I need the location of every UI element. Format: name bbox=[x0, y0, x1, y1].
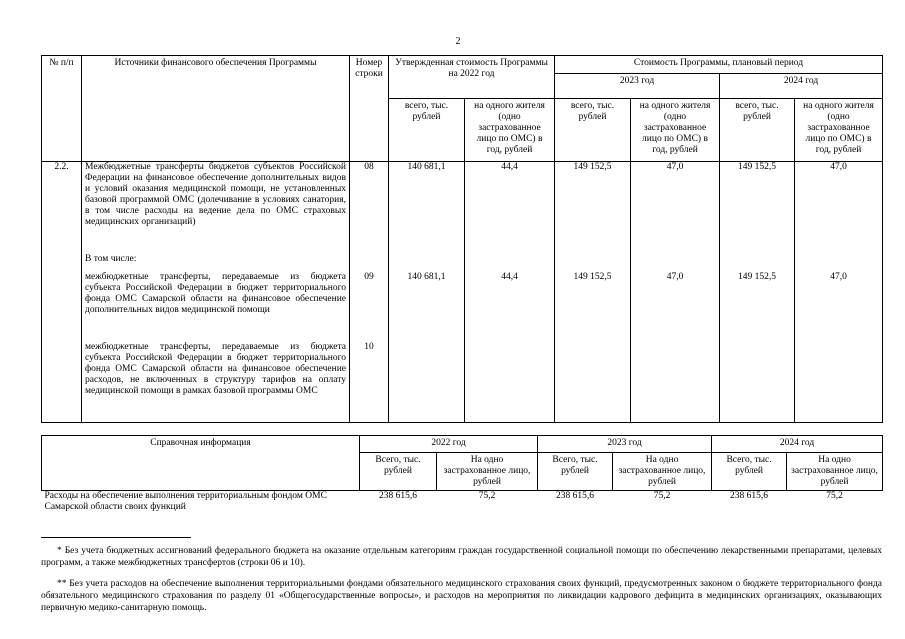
page-number: 2 bbox=[455, 36, 461, 47]
table-row bbox=[42, 162, 883, 254]
row-text: межбюджетные трансферты, передаваемые из бюджета субъекта Российской Федерации в бюджет территориального фонда ОМС Самарской области на финансовое обеспечение расходов, не включенных в структуру тарифов на оплату медицинской помощи в рамках базовой программы ОМС bbox=[82, 342, 350, 423]
value-2024-total: 149 152,5 bbox=[720, 162, 795, 254]
value-2023-total: 149 152,5 bbox=[555, 272, 631, 342]
value-2022-total: 140 681,1 bbox=[389, 162, 465, 254]
reference-info-table bbox=[41, 435, 883, 517]
header-per-resident-2023: на одного жителя (одно застрахованное лицо по ОМС) в год, рублей bbox=[631, 99, 720, 162]
funding-sources-table bbox=[41, 55, 883, 423]
row-text: Расходы на обеспечение выполнения территориальным фондом ОМС Самарской области своих функций bbox=[44, 491, 327, 512]
footnote-2-mark: ** bbox=[57, 579, 67, 589]
footnote-2-text: Без учета расходов на обеспечение выполнения территориальными фондами обязательного медицинского страхования своих функций, предусмотренных законом о бюджете территориального фонда обязательного медицинского страхования по разделу 01 «Общегосударственные вопросы», и расходов на мероприятия по ликвидации кадрового дефицита в медицинских организациях, оказывающих первичную медико-санитарную помощь. bbox=[41, 579, 883, 613]
header-total-2023: Всего, тыс. рублей bbox=[538, 453, 613, 491]
header-total-2022: всего, тыс. рублей bbox=[389, 99, 465, 162]
row-num bbox=[42, 254, 82, 272]
value-2024-total: 238 615,6 bbox=[730, 491, 769, 501]
value-2023-total: 149 152,5 bbox=[555, 162, 631, 254]
value-2022-total: 238 615,6 bbox=[379, 491, 417, 501]
table-row bbox=[42, 342, 883, 423]
footnote-2 bbox=[41, 578, 882, 614]
header-per-person-2022: На одно застрахованное лицо, рублей bbox=[437, 453, 538, 491]
value-2024-total: 149 152,5 bbox=[720, 272, 795, 342]
row-num bbox=[42, 342, 82, 423]
row-num bbox=[42, 272, 82, 342]
value-2023-per: 47,0 bbox=[631, 272, 720, 342]
table-row bbox=[42, 254, 883, 272]
value-2022-per: 75,2 bbox=[478, 491, 496, 501]
footnote-1 bbox=[41, 545, 882, 569]
header-year-2023: 2023 год bbox=[555, 74, 720, 99]
header-approved-2022: Утвержденная стоимость Программы на 2022 год bbox=[389, 56, 555, 99]
row-text: межбюджетные трансферты, передаваемые из бюджета субъекта Российской Федерации в бюджет территориального фонда ОМС Самарской области на финансовое обеспечение дополнительных видов медицинской помощи bbox=[82, 272, 350, 342]
table-row bbox=[42, 491, 883, 517]
row-code: 09 bbox=[350, 272, 389, 342]
header-total-2022: Всего, тыс. рублей bbox=[360, 453, 437, 491]
value-2024-per: 47,0 bbox=[795, 272, 883, 342]
header-per-resident-2024: на одного жителя (одно застрахованное лицо по ОМС) в год, рублей bbox=[795, 99, 883, 162]
footnote-1-mark: * bbox=[57, 546, 62, 556]
value-2024-per: 47,0 bbox=[795, 162, 883, 254]
value-2023-per: 75,2 bbox=[653, 491, 671, 501]
header-per-person-2024: На одно застрахованное лицо, рублей bbox=[787, 453, 883, 491]
row-code: 10 bbox=[350, 342, 389, 423]
row-code: 08 bbox=[350, 162, 389, 254]
header-year-2022: 2022 год bbox=[360, 436, 538, 453]
value-2024-per: 75,2 bbox=[826, 491, 843, 501]
header-reference-info: Справочная информация bbox=[42, 436, 360, 491]
header-source: Источники финансового обеспечения Программы bbox=[82, 56, 350, 162]
header-planned-period: Стоимость Программы, плановый период bbox=[555, 56, 883, 74]
header-year-2024: 2024 год bbox=[712, 436, 883, 453]
header-total-2023: всего, тыс. рублей bbox=[555, 99, 631, 162]
header-year-2023: 2023 год bbox=[538, 436, 712, 453]
row-text: Межбюджетные трансферты бюджетов субъектов Российской Федерации на финансовое обеспечение дополнительных видов и условий оказания медицинской помощи, не установленных базовой программой ОМС (долечивание в условиях санатория, в том числе расходы на ведение дела по ОМС страховых медицинских организаций) bbox=[82, 162, 350, 254]
header-total-2024: всего, тыс. рублей bbox=[720, 99, 795, 162]
value-2023-total: 238 615,6 bbox=[556, 491, 595, 501]
row-text: В том числе: bbox=[82, 254, 350, 272]
header-row-number: Номер строки bbox=[350, 56, 389, 162]
footnote-1-text: Без учета бюджетных ассигнований федерального бюджета на оказание отдельным категориям граждан государственной социальной помощи по обеспечению лекарственными препаратами, целевых программ, а также межбюджетных трансфертов (строки 06 и 10). bbox=[41, 546, 882, 568]
value-2023-per: 47,0 bbox=[631, 162, 720, 254]
header-num: № п/п bbox=[42, 56, 82, 162]
header-per-resident-2022: на одного жителя (одно застрахованное лицо по ОМС) в год, рублей bbox=[465, 99, 555, 162]
value-2022-per: 44,4 bbox=[465, 272, 555, 342]
header-total-2024: Всего, тыс. рублей bbox=[712, 453, 787, 491]
table-row bbox=[42, 272, 883, 342]
row-num: 2.2. bbox=[42, 162, 82, 254]
header-per-person-2023: На одно застрахованное лицо, рублей bbox=[613, 453, 712, 491]
header-year-2024: 2024 год bbox=[720, 74, 883, 99]
value-2022-total: 140 681,1 bbox=[389, 272, 465, 342]
footnote-divider bbox=[41, 537, 191, 538]
value-2022-per: 44,4 bbox=[465, 162, 555, 254]
